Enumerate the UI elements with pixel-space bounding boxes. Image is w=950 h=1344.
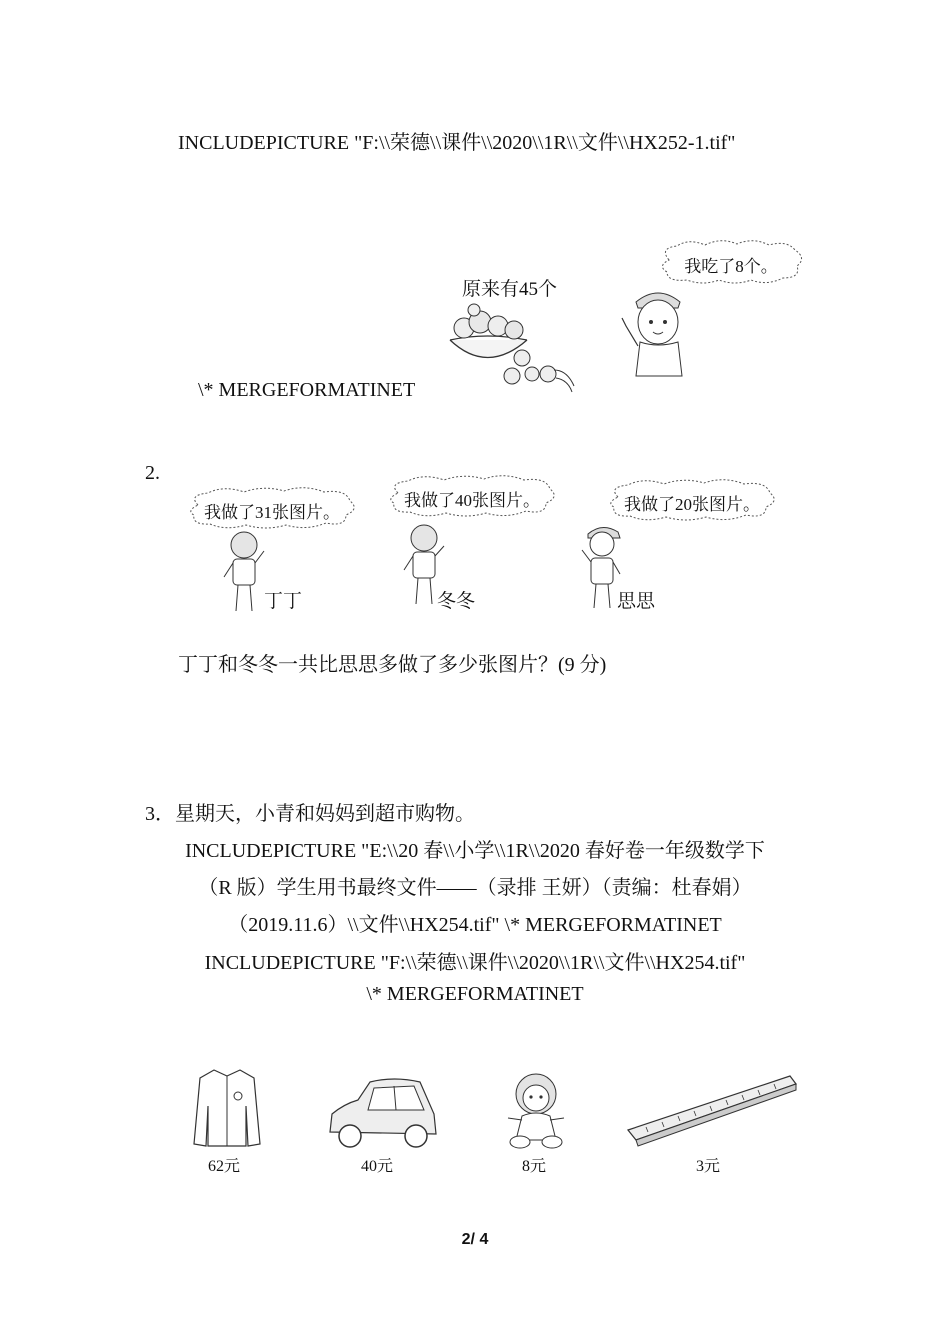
q2-speech-bubble-1	[186, 487, 358, 529]
price-toy-car: 40元	[361, 1158, 394, 1175]
q2-number: 2.	[145, 462, 160, 484]
boy-avatar	[618, 282, 698, 382]
q3-path-line-5: \* MERGEFORMATINET	[366, 983, 584, 1005]
q1-speech-bubble	[655, 240, 807, 286]
q2-name-3: 思思	[617, 591, 656, 612]
q3-title: 3．星期天，小青和妈妈到超市购物。	[145, 803, 475, 825]
q1-speech-text: 我吃了8个。	[684, 257, 778, 276]
dingding-figure	[220, 527, 268, 615]
jacket-icon	[192, 1066, 262, 1150]
ruler-icon	[626, 1074, 798, 1148]
price-jacket: 62元	[208, 1158, 241, 1175]
q3-path-line-1: INCLUDEPICTURE "E:\\20 春\\小学\\1R\\2020 春好卷一年级数学下	[185, 840, 765, 862]
page-number: 2/ 4	[461, 1231, 489, 1248]
q3-path-line-4: INCLUDEPICTURE "F:\\荣德\\课件\\2020\\1R\\文件\\HX254.tif"	[204, 952, 746, 974]
q2-speech-text-2: 我做了40张图片。	[404, 491, 540, 510]
q2-name-1: 丁丁	[264, 591, 303, 612]
q2-speech-bubble-3	[606, 479, 778, 521]
q2-speech-text-1: 我做了31张图片。	[204, 503, 340, 522]
q3-path-line-2: （R 版）学生用书最终文件——（录排 王妍）（责编：杜春娟）	[198, 877, 752, 899]
price-ruler: 3元	[696, 1158, 721, 1175]
q1-include-line: INCLUDEPICTURE "F:\\荣德\\课件\\2020\\1R\\文件\\HX252-1.tif"	[178, 132, 736, 154]
q2-speech-text-3: 我做了20张图片。	[624, 495, 760, 514]
fruit-bowl-icon	[442, 300, 582, 400]
q1-merge-line: \* MERGEFORMATINET	[198, 379, 416, 401]
q2-speech-bubble-2	[386, 475, 558, 517]
price-doll: 8元	[522, 1158, 547, 1175]
q2-question: 丁丁和冬冬一共比思思多做了多少张图片？(9 分)	[178, 654, 607, 676]
doll-icon	[500, 1070, 572, 1152]
q1-original-caption: 原来有45个	[462, 279, 558, 300]
q2-name-2: 冬冬	[437, 591, 476, 612]
q3-path-line-3: （2019.11.6）\\文件\\HX254.tif" \* MERGEFORMATINET	[228, 914, 722, 936]
toy-car-icon	[324, 1074, 440, 1152]
